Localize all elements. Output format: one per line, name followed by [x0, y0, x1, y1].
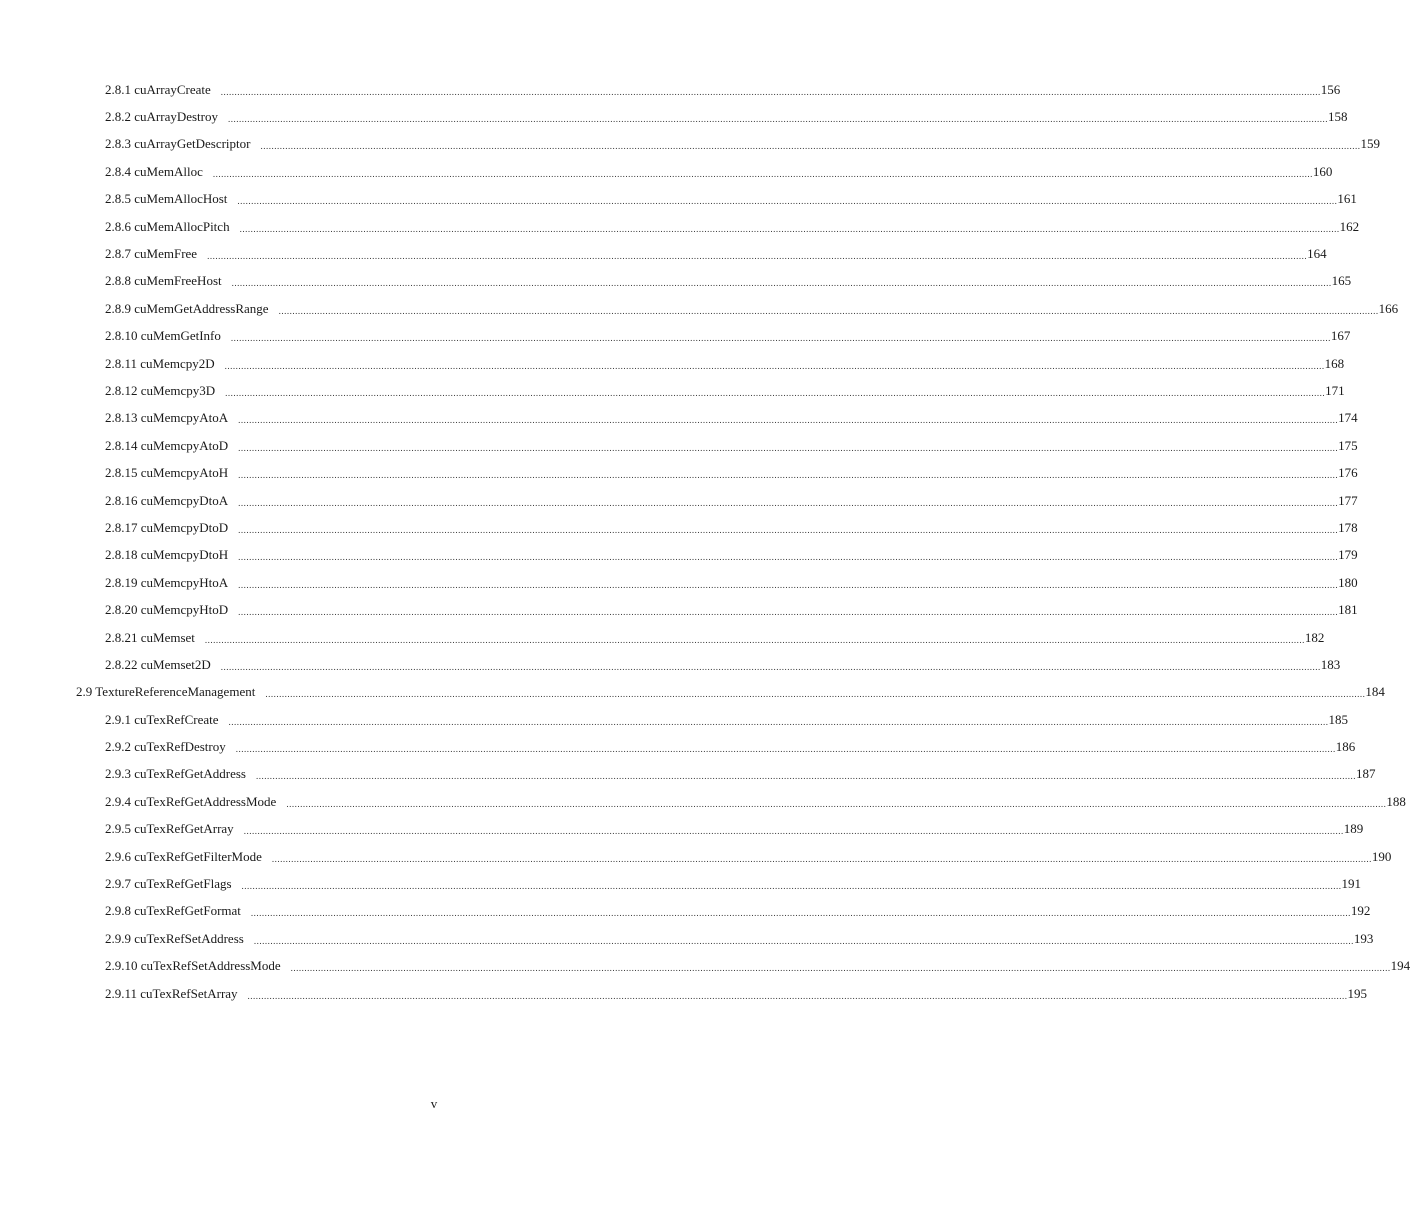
toc-entry[interactable] — [0, 651, 1341, 678]
toc-entry[interactable] — [0, 103, 1348, 130]
toc-dot-leader: ................................................................................................................................................................................................................................................................................................................................................................................................................ — [235, 744, 1336, 755]
toc-entry-title: 2.9.5 cuTexRefGetArray — [105, 821, 234, 837]
toc-entry-page: 184 — [1365, 684, 1385, 700]
toc-entry[interactable] — [0, 131, 1380, 158]
toc-entry-title: 2.8.9 cuMemGetAddressRange — [105, 300, 269, 316]
toc-entry-title: 2.9.4 cuTexRefGetAddressMode — [105, 793, 277, 809]
toc-dot-leader: ................................................................................................................................................................................................................................................................................................................................................................................................................ — [239, 223, 1340, 234]
toc-entry[interactable] — [0, 377, 1345, 404]
toc-dot-leader: ................................................................................................................................................................................................................................................................................................................................................................................................................ — [207, 251, 1308, 262]
toc-entry[interactable] — [0, 268, 1352, 295]
toc-entry-page: 167 — [1330, 328, 1351, 344]
toc-dot-leader: ................................................................................................................................................................................................................................................................................................................................................................................................................ — [243, 826, 1344, 837]
toc-entry-title: 2.8.6 cuMemAllocPitch — [105, 218, 230, 234]
toc-entry[interactable] — [0, 788, 1406, 815]
toc-entry-page: 159 — [1360, 136, 1380, 152]
toc-entry[interactable] — [0, 761, 1376, 788]
toc-entry[interactable] — [0, 487, 1358, 514]
toc-dot-leader: ................................................................................................................................................................................................................................................................................................................................................................................................................ — [204, 634, 1305, 645]
toc-dot-leader: ................................................................................................................................................................................................................................................................................................................................................................................................................ — [255, 771, 1356, 782]
toc-dot-leader: ................................................................................................................................................................................................................................................................................................................................................................................................................ — [271, 853, 1372, 864]
toc-entry-page: 194 — [1390, 958, 1410, 974]
toc-entry-title: 2.8.13 cuMemcpyAtoA — [105, 410, 229, 426]
toc-entry-title: 2.9.6 cuTexRefGetFilterMode — [105, 848, 262, 864]
toc-entry[interactable] — [0, 925, 1374, 952]
toc-entry[interactable] — [0, 679, 1385, 706]
toc-entry[interactable] — [0, 733, 1356, 760]
toc-dot-leader: ................................................................................................................................................................................................................................................................................................................................................................................................................ — [241, 881, 1342, 892]
toc-entry-page: 186 — [1335, 739, 1356, 755]
toc-entry[interactable] — [0, 596, 1358, 623]
toc-entry[interactable] — [0, 706, 1349, 733]
toc-entry-title: 2.8.22 cuMemset2D — [105, 656, 211, 672]
toc-entry-page: 183 — [1320, 656, 1341, 672]
toc-entry-title: 2.8.14 cuMemcpyAtoD — [105, 437, 229, 453]
toc-entry-title: 2.8.5 cuMemAllocHost — [105, 191, 228, 207]
toc-entry-page: 185 — [1328, 711, 1349, 727]
toc-entry[interactable] — [0, 459, 1358, 486]
toc-dot-leader: ................................................................................................................................................................................................................................................................................................................................................................................................................ — [228, 716, 1329, 727]
toc-dot-leader: ................................................................................................................................................................................................................................................................................................................................................................................................................ — [220, 661, 1321, 672]
toc-dot-leader: ................................................................................................................................................................................................................................................................................................................................................................................................................ — [237, 196, 1338, 207]
toc-entry-page: 187 — [1355, 766, 1376, 782]
toc-entry-title: 2.9.7 cuTexRefGetFlags — [105, 876, 232, 892]
toc-entry-page: 178 — [1338, 519, 1358, 535]
toc-dot-leader: ................................................................................................................................................................................................................................................................................................................................................................................................................ — [238, 552, 1339, 563]
toc-dot-leader: ................................................................................................................................................................................................................................................................................................................................................................................................................ — [225, 387, 1326, 398]
toc-entry-title: 2.8.8 cuMemFreeHost — [105, 273, 222, 289]
toc-entry[interactable] — [0, 569, 1358, 596]
table-of-contents — [0, 76, 1410, 1007]
toc-entry-page: 189 — [1343, 821, 1364, 837]
toc-entry-title: 2.9.1 cuTexRefCreate — [105, 711, 219, 727]
toc-entry-page: 162 — [1339, 218, 1360, 234]
toc-entry[interactable] — [0, 213, 1360, 240]
toc-dot-leader: ................................................................................................................................................................................................................................................................................................................................................................................................................ — [224, 360, 1325, 371]
toc-entry-title: 2.8.1 cuArrayCreate — [105, 81, 211, 97]
toc-entry-page: 171 — [1325, 382, 1345, 398]
toc-entry-title: 2.8.18 cuMemcpyDtoH — [105, 547, 229, 563]
toc-entry-page: 192 — [1350, 903, 1371, 919]
toc-dot-leader: ................................................................................................................................................................................................................................................................................................................................................................................................................ — [250, 908, 1351, 919]
toc-entry-title: 2.8.16 cuMemcpyDtoA — [105, 492, 229, 508]
toc-dot-leader: ................................................................................................................................................................................................................................................................................................................................................................................................................ — [230, 333, 1331, 344]
toc-entry[interactable] — [0, 295, 1399, 322]
toc-entry[interactable] — [0, 186, 1357, 213]
toc-entry-page: 175 — [1338, 437, 1358, 453]
toc-entry[interactable] — [0, 898, 1371, 925]
toc-dot-leader: ................................................................................................................................................................................................................................................................................................................................................................................................................ — [238, 497, 1339, 508]
toc-dot-leader: ................................................................................................................................................................................................................................................................................................................................................................................................................ — [265, 689, 1366, 700]
toc-entry[interactable] — [0, 432, 1358, 459]
toc-entry[interactable] — [0, 514, 1358, 541]
toc-entry-page: 158 — [1328, 109, 1348, 125]
toc-dot-leader: ................................................................................................................................................................................................................................................................................................................................................................................................................ — [238, 415, 1339, 426]
toc-entry-title: 2.8.12 cuMemcpy3D — [105, 382, 216, 398]
toc-dot-leader: ................................................................................................................................................................................................................................................................................................................................................................................................................ — [238, 524, 1339, 535]
toc-entry-page: 161 — [1337, 191, 1357, 207]
toc-entry-title: 2.9.3 cuTexRefGetAddress — [105, 766, 246, 782]
toc-dot-leader: ................................................................................................................................................................................................................................................................................................................................................................................................................ — [228, 114, 1328, 125]
toc-entry[interactable] — [0, 843, 1392, 870]
toc-entry-page: 193 — [1353, 930, 1374, 946]
toc-dot-leader: ................................................................................................................................................................................................................................................................................................................................................................................................................ — [231, 278, 1332, 289]
toc-dot-leader: ................................................................................................................................................................................................................................................................................................................................................................................................................ — [290, 963, 1391, 974]
toc-entry[interactable] — [0, 980, 1368, 1007]
toc-entry-title: 2.8.17 cuMemcpyDtoD — [105, 519, 229, 535]
toc-dot-leader: ................................................................................................................................................................................................................................................................................................................................................................................................................ — [238, 442, 1339, 453]
toc-entry-page: 165 — [1331, 273, 1352, 289]
toc-entry-title: 2.8.3 cuArrayGetDescriptor — [105, 136, 251, 152]
toc-entry-title: 2.9.10 cuTexRefSetAddressMode — [105, 958, 281, 974]
toc-entry-page: 164 — [1307, 246, 1327, 262]
toc-entry-title: 2.9.11 cuTexRefSetArray — [105, 985, 238, 1001]
toc-entry-page: 179 — [1338, 547, 1358, 563]
page-number: v — [430, 1096, 438, 1111]
toc-entry[interactable] — [0, 350, 1345, 377]
toc-dot-leader: ................................................................................................................................................................................................................................................................................................................................................................................................................ — [247, 990, 1348, 1001]
toc-entry-page: 156 — [1320, 81, 1341, 97]
toc-entry-title: 2.8.10 cuMemGetInfo — [105, 328, 221, 344]
toc-entry[interactable] — [0, 158, 1333, 185]
toc-entry-title: 2.8.15 cuMemcpyAtoH — [105, 465, 229, 481]
toc-entry-title: 2.8.2 cuArrayDestroy — [105, 109, 218, 125]
toc-entry-page: 195 — [1347, 985, 1368, 1001]
toc-dot-leader: ................................................................................................................................................................................................................................................................................................................................................................................................................ — [278, 305, 1379, 316]
toc-entry-page: 182 — [1304, 629, 1325, 645]
toc-entry-page: 166 — [1378, 300, 1399, 316]
toc-entry-title: 2.8.11 cuMemcpy2D — [105, 355, 215, 371]
toc-entry[interactable] — [0, 624, 1325, 651]
toc-entry-title: 2.8.21 cuMemset — [105, 629, 195, 645]
toc-dot-leader: ................................................................................................................................................................................................................................................................................................................................................................................................................ — [286, 798, 1387, 809]
toc-entry[interactable] — [0, 76, 1341, 103]
toc-entry-title: 2.8.4 cuMemAlloc — [105, 163, 203, 179]
toc-entry-page: 181 — [1338, 602, 1358, 618]
toc-entry[interactable] — [0, 816, 1364, 843]
toc-entry-page: 177 — [1338, 492, 1358, 508]
toc-entry-title: 2.8.19 cuMemcpyHtoA — [105, 574, 229, 590]
toc-entry-title: 2.9.2 cuTexRefDestroy — [105, 739, 226, 755]
toc-entry-title: 2.9 TextureReferenceManagement — [76, 684, 256, 700]
toc-entry[interactable] — [0, 323, 1351, 350]
toc-entry[interactable] — [0, 953, 1410, 980]
toc-dot-leader: ................................................................................................................................................................................................................................................................................................................................................................................................................ — [238, 579, 1339, 590]
toc-entry-page: 168 — [1324, 355, 1345, 371]
toc-dot-leader: ................................................................................................................................................................................................................................................................................................................................................................................................................ — [220, 86, 1321, 97]
toc-entry[interactable] — [0, 405, 1358, 432]
toc-dot-leader: ................................................................................................................................................................................................................................................................................................................................................................................................................ — [253, 935, 1354, 946]
toc-entry[interactable] — [0, 240, 1327, 267]
toc-entry-page: 176 — [1338, 465, 1358, 481]
toc-entry-page: 180 — [1338, 574, 1358, 590]
toc-entry-page: 174 — [1338, 410, 1358, 426]
toc-dot-leader: ................................................................................................................................................................................................................................................................................................................................................................................................................ — [238, 607, 1339, 618]
toc-entry-page: 188 — [1386, 793, 1406, 809]
toc-entry-title: 2.8.20 cuMemcpyHtoD — [105, 602, 229, 618]
toc-entry-page: 190 — [1371, 848, 1392, 864]
toc-entry-title: 2.9.8 cuTexRefGetFormat — [105, 903, 241, 919]
toc-entry-title: 2.8.7 cuMemFree — [105, 246, 198, 262]
toc-entry-title: 2.9.9 cuTexRefSetAddress — [105, 930, 244, 946]
toc-entry[interactable] — [0, 542, 1358, 569]
toc-entry-page: 160 — [1312, 163, 1333, 179]
toc-entry[interactable] — [0, 870, 1362, 897]
toc-dot-leader: ................................................................................................................................................................................................................................................................................................................................................................................................................ — [238, 470, 1339, 481]
toc-dot-leader: ................................................................................................................................................................................................................................................................................................................................................................................................................ — [212, 168, 1313, 179]
toc-dot-leader: ................................................................................................................................................................................................................................................................................................................................................................................................................ — [260, 141, 1361, 152]
toc-entry-page: 191 — [1341, 876, 1362, 892]
